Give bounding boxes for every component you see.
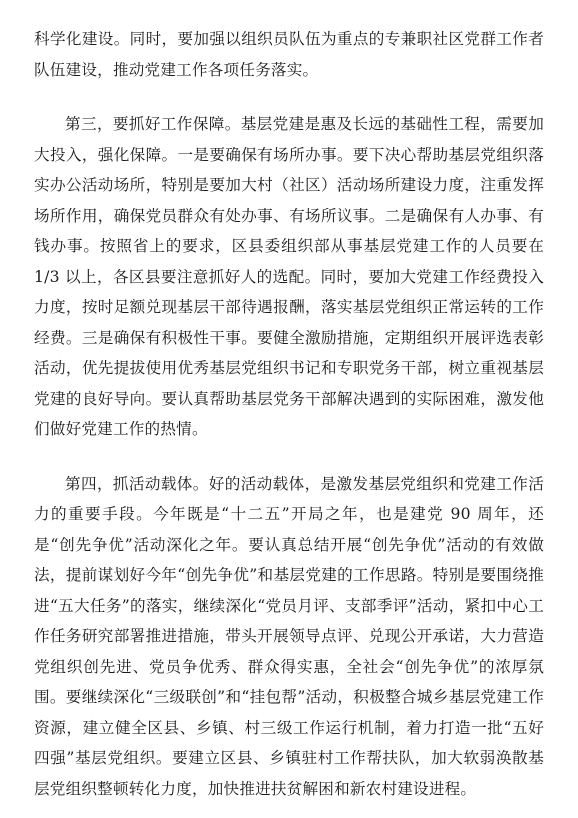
paragraph-work-guarantee: 第三，要抓好工作保障。基层党建是惠及长远的基础性工程，需要加大投入，强化保障。一是要确保有场所办事。要下决心帮助基层党组织落实办公活动场所，特别是要加大村（社区）活动场所建设力度，注重发挥场所作用，确保党员群众有处办事、有场所议事。二是确保有人办事、有钱办事。按照省上的要求，区县委组织部从事基层党建工作的人员要在 1/3 以上，各区县要注意抓好人的选配。同时，要加大党建工作经费投入力度，按时足额兑现基层干部待遇报酬，落实基层党组织正常运转的工作经费。三是确保有积极性干事。要健全激励措施，定期组织开展评选表彰活动，优先提拔使用优秀基层党组织书记和专职党务干部，树立重视基层党建的良好导向。要认真帮助基层党务干部解决遇到的实际困难，激发他们做好党建工作的热情。 <box>34 115 544 438</box>
document-page <box>34 24 544 804</box>
paragraph-activity-carrier: 第四，抓活动载体。好的活动载体，是激发基层党组织和党建工作活力的重要手段。今年既是“十二五”开局之年，也是建党 90 周年，还是“创先争优”活动深化之年。要认真总结开展“创先争优”活动的有效做法，提前谋划好今年“创先争优”和基层党建的工作思路。特别是要围绕推进“五大任务”的落实，继续深化“党员月评、支部季评”活动，紧扣中心工作任务研究部署推进措施，带头开展领导点评、兑现公开承诺，大力营造党组织创先进、党员争优秀、群众得实惠，全社会“创先争优”的浓厚氛围。要继续深化“三级联创”和“挂包帮”活动，积极整合城乡基层党建工作资源，建立健全区县、乡镇、村三级工作运行机制，着力打造一批“五好四强”基层党组织。要建立区县、乡镇驻村工作帮扶队，加大软弱涣散基层党组织整顿转化力度，加快推进扶贫解困和新农村建设进程。 <box>34 474 544 798</box>
paragraph-continuation: 科学化建设。同时，要加强以组织员队伍为重点的专兼职社区党群工作者队伍建设，推动党建工作各项任务落实。 <box>34 30 544 79</box>
